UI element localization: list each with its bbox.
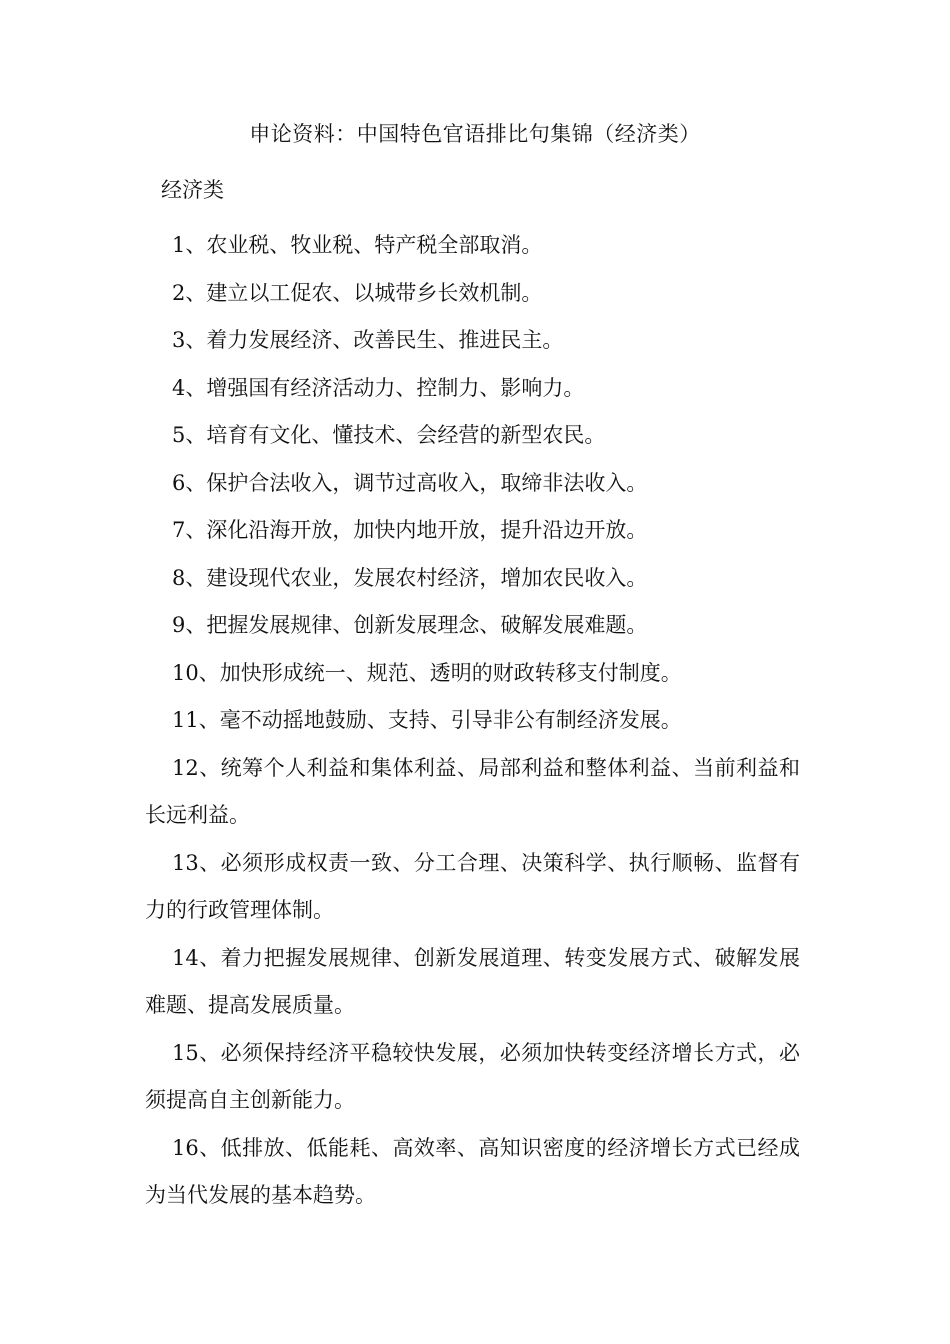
list-item: 4、增强国有经济活动力、控制力、影响力。 xyxy=(172,375,585,400)
list-item: 3、着力发展经济、改善民生、推进民主。 xyxy=(172,328,564,352)
list-item: 11、毫不动摇地鼓励、支持、引导非公有制经济发展。 xyxy=(172,708,682,732)
section-heading: 经济类 xyxy=(161,178,224,202)
list-item: 16、低排放、低能耗、高效率、高知识密度的经济增长方式已经成为当代发展的基本趋势。 xyxy=(145,1135,800,1207)
list-item: 6、保护合法收入，调节过高收入，取缔非法收入。 xyxy=(172,470,648,495)
list-item: 8、建设现代农业，发展农村经济，增加农民收入。 xyxy=(172,565,648,590)
list-item: 7、深化沿海开放，加快内地开放，提升沿边开放。 xyxy=(172,518,648,542)
item-list xyxy=(145,222,800,1220)
list-item: 9、把握发展规律、创新发展理念、破解发展难题。 xyxy=(172,613,648,637)
list-item: 5、培育有文化、懂技术、会经营的新型农民。 xyxy=(172,423,606,447)
list-item: 10、加快形成统一、规范、透明的财政转移支付制度。 xyxy=(172,660,682,685)
list-item: 13、必须形成权责一致、分工合理、决策科学、执行顺畅、监督有力的行政管理体制。 xyxy=(145,850,800,922)
list-item: 1、农业税、牧业税、特产税全部取消。 xyxy=(172,233,543,257)
list-item: 14、着力把握发展规律、创新发展道理、转变发展方式、破解发展难题、提高发展质量。 xyxy=(145,945,800,1017)
list-item: 2、建立以工促农、以城带乡长效机制。 xyxy=(172,280,543,305)
document-title: 申论资料：中国特色官语排比句集锦（经济类） xyxy=(249,122,701,146)
list-item: 15、必须保持经济平稳较快发展，必须加快转变经济增长方式，必须提高自主创新能力。 xyxy=(145,1040,800,1112)
list-item: 12、统筹个人利益和集体利益、局部利益和整体利益、当前利益和长远利益。 xyxy=(145,755,800,827)
